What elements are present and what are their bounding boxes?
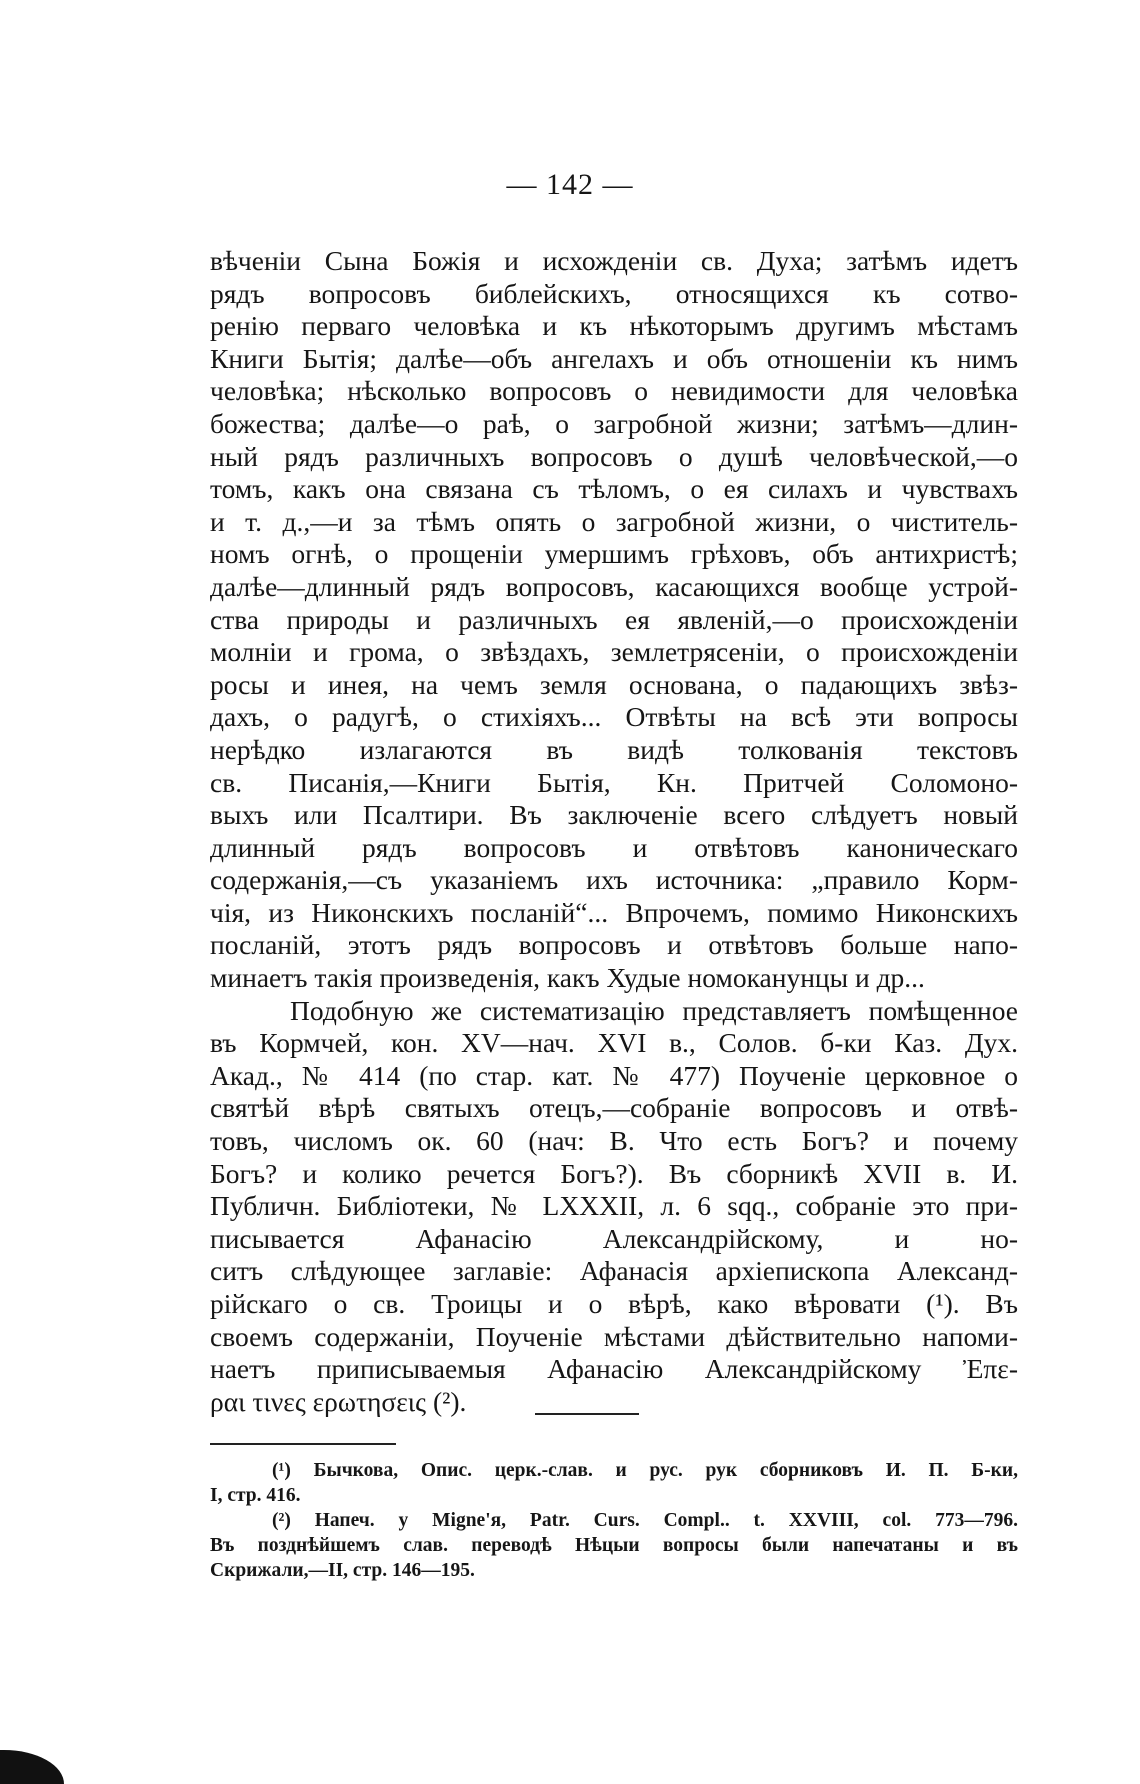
footnote-line: I, стр. 416. bbox=[210, 1485, 301, 1506]
text-line: выхъ или Псалтири. Въ заключеніе всего слѣдуетъ новый bbox=[210, 799, 1018, 831]
text-line: ситъ слѣдующее заглавіе: Афанасія архіепископа Александ- bbox=[210, 1255, 1018, 1287]
section-end-rule bbox=[535, 1413, 639, 1415]
text-line: и т. д.,—и за тѣмъ опять о загробной жизни, о чиститель- bbox=[210, 505, 1018, 537]
footnote-line: Скрижали,—II, стр. 146—195. bbox=[210, 1560, 475, 1581]
text-line: св. Писанія,—Книги Бытія, Кн. Притчей Соломоно- bbox=[210, 766, 1018, 798]
text-line: томъ, какъ она связана съ тѣломъ, о ея силахъ и чувствахъ bbox=[210, 473, 1018, 505]
text-line: своемъ содержаніи, Поученіе мѣстами дѣйствительно напоми- bbox=[210, 1320, 1018, 1352]
footnotes bbox=[210, 1458, 1018, 1583]
page-number: — 142 — bbox=[506, 168, 634, 201]
text-line: посланій, этотъ рядъ вопросовъ и отвѣтовъ больше напо- bbox=[210, 929, 1018, 961]
text-line: чія, из Никонскихъ посланій“... Впрочемъ, помимо Никонскихъ bbox=[210, 896, 1018, 928]
text-line: рійскаго о св. Троицы и о вѣрѣ, како вѣровати (¹). Въ bbox=[210, 1288, 1018, 1319]
text-line: минаетъ такія произведенія, какъ Худые номоканунцы и др... bbox=[210, 962, 925, 994]
text-line: длинный рядъ вопросовъ и отвѣтовъ каноническаго bbox=[210, 831, 1018, 863]
text-line: вѣченіи Сына Божія и исхожденіи св. Духа; затѣмъ идетъ bbox=[210, 245, 1018, 276]
text-line: росы и инея, на чемъ земля основана, о падающихъ звѣз- bbox=[210, 668, 1018, 700]
text-line: святѣй вѣрѣ святыхъ отецъ,—собраніе вопросовъ и отвѣ- bbox=[210, 1092, 1018, 1124]
text-line: дахъ, о радугѣ, о стихіяхъ... Отвѣты на всѣ эти вопросы bbox=[210, 701, 1018, 733]
text-line: въ Кормчей, кон. XV—нач. XVI в., Солов. б-ки Каз. Дух. bbox=[210, 1027, 1018, 1059]
text-line: ραι τινες ερωτησεις (²). bbox=[210, 1385, 467, 1417]
footnote-line: Въ позднѣйшемъ слав. переводѣ Нѣцыи вопросы были напечатаны и въ bbox=[210, 1535, 1018, 1556]
text-line: содержанія,—съ указаніемъ ихъ источника: „правило Корм- bbox=[210, 864, 1018, 896]
footnote-separator bbox=[210, 1443, 396, 1445]
text-line: молніи и грома, о звѣздахъ, землетрясеніи, о происхожденіи bbox=[210, 636, 1018, 668]
text-line: ства природы и различныхъ ея явленій,—о происхожденіи bbox=[210, 603, 1018, 635]
text-line: наетъ приписываемыя Афанасію Александрійскому Ἐπε- bbox=[210, 1353, 1018, 1385]
main-text bbox=[210, 245, 1018, 1418]
footnote-line: (¹) Бычкова, Опис. церк.-слав. и рус. рук сборниковъ И. П. Б-ки, bbox=[272, 1460, 1018, 1481]
text-line: далѣе—длинный рядъ вопросовъ, касающихся вообще устрой- bbox=[210, 570, 1018, 602]
text-line: божества; далѣе—о раѣ, о загробной жизни; затѣмъ—длин- bbox=[210, 407, 1018, 439]
footnote-line: (²) Напеч. у Migne'я, Patr. Curs. Compl.. t. XXVIII, col. 773—796. bbox=[272, 1510, 1018, 1531]
text-line: ренію перваго человѣка и къ нѣкоторымъ другимъ мѣстамъ bbox=[210, 310, 1018, 342]
text-line: номъ огнѣ, о прощеніи умершимъ грѣховъ, объ антихристѣ; bbox=[210, 538, 1018, 570]
text-line: человѣка; нѣсколько вопросовъ о невидимости для человѣка bbox=[210, 375, 1018, 407]
text-line: рядъ вопросовъ библейскихъ, относящихся къ сотво- bbox=[210, 277, 1018, 309]
text-line: писывается Афанасію Александрійскому, и но- bbox=[210, 1222, 1018, 1254]
text-line: Подобную же систематизацію представляетъ помѣщенное bbox=[290, 994, 1018, 1026]
scan-corner-blot bbox=[0, 1750, 64, 1784]
text-line: Публичн. Библіотеки, № LXXXII, л. 6 sqq., собраніе это при- bbox=[210, 1190, 1018, 1222]
text-line: нерѣдко излагаются въ видѣ толкованія текстовъ bbox=[210, 733, 1018, 765]
text-line: Богъ? и колико речется Богъ?). Въ сборникѣ XVII в. И. bbox=[210, 1157, 1018, 1189]
text-line: Книги Бытія; далѣе—объ ангелахъ и объ отношеніи къ нимъ bbox=[210, 342, 1018, 374]
text-line: товъ, числомъ ок. 60 (нач: В. Что есть Богъ? и почему bbox=[210, 1125, 1018, 1157]
text-line: Акад., № 414 (по стар. кат. № 477) Поученіе церковное о bbox=[210, 1059, 1018, 1091]
text-line: ный рядъ различныхъ вопросовъ о душѣ человѣческой,—о bbox=[210, 440, 1018, 472]
